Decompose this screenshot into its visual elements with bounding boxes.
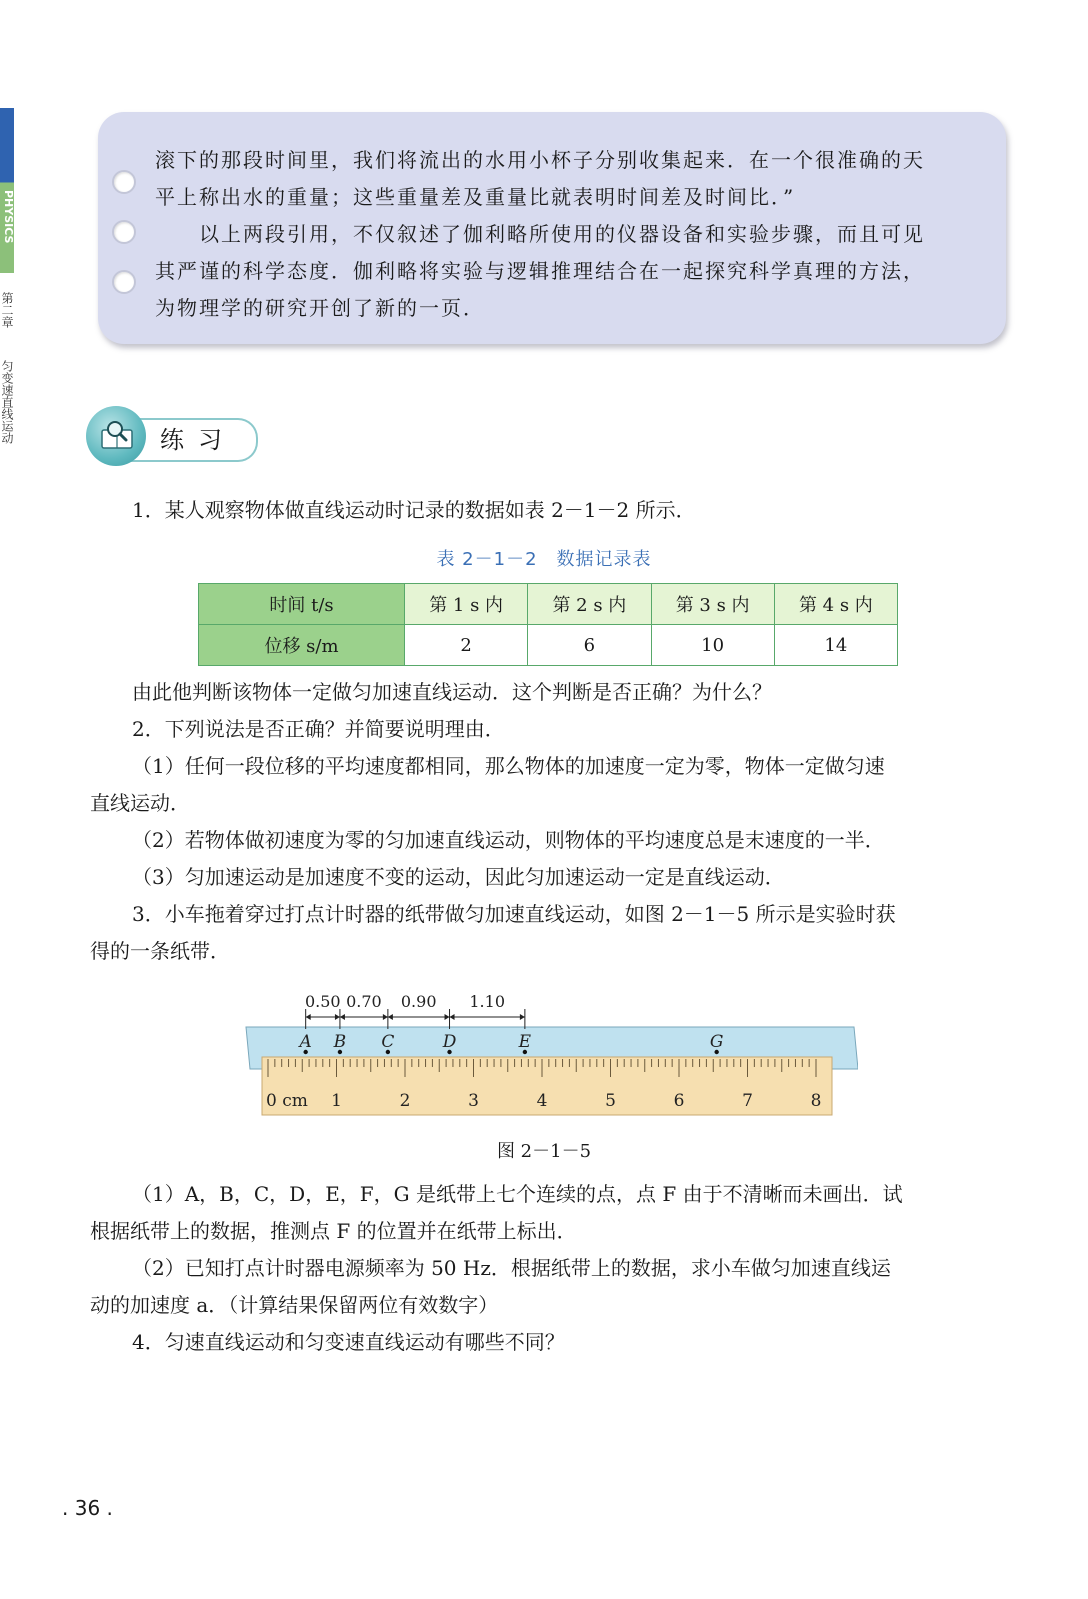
table-cell: 第 3 s 内 — [651, 584, 774, 625]
ruler-label: 3 — [468, 1091, 479, 1111]
table-caption: 表 2－1－2 数据记录表 — [436, 549, 652, 570]
table-cell: 第 4 s 内 — [774, 584, 897, 625]
arrow-head-icon — [335, 1014, 340, 1020]
tape-point-label: A — [299, 1032, 312, 1052]
arrow-head-icon — [340, 1014, 345, 1020]
table-cell: 14 — [774, 625, 897, 666]
arrow-head-icon — [450, 1014, 455, 1020]
ticker-tape-figure — [236, 985, 858, 1117]
question-text: （1）任何一段位移的平均速度都相同，那么物体的加速度一定为零，物体一定做匀速 — [132, 754, 885, 778]
ruler-label: 0 cm — [266, 1091, 308, 1111]
question-block — [90, 1176, 1010, 1361]
table-cell: 第 2 s 内 — [528, 584, 651, 625]
tape-point-label: E — [518, 1032, 532, 1052]
spacing-label: 0.70 — [346, 992, 382, 1011]
quote-line: 平上称出水的重量；这些重量差及重量比就表明时间差及时间比．” — [155, 185, 796, 209]
question-block — [90, 674, 1010, 970]
ruler-label: 2 — [399, 1091, 411, 1111]
chapter-number: 第二章 — [0, 292, 14, 328]
arrow-head-icon — [445, 1014, 450, 1020]
tape-point-label: C — [381, 1032, 395, 1052]
exercise-badge — [86, 406, 266, 466]
question-text: 直线运动． — [90, 791, 190, 815]
question-text: （1）A，B，C，D，E，F，G 是纸带上七个连续的点，点 F 由于不清晰而未画出．试 — [132, 1182, 903, 1206]
question-text: 4．匀速直线运动和匀变速直线运动有哪些不同？ — [132, 1330, 565, 1354]
series-label: PHYSICS — [2, 190, 15, 244]
question-1 — [90, 492, 1010, 529]
exercise-label: 练习 — [160, 426, 236, 454]
table-cell: 10 — [651, 625, 774, 666]
question-text: 由此他判断该物体一定做匀加速直线运动．这个判断是否正确？为什么？ — [132, 680, 772, 704]
ruler-label: 5 — [605, 1091, 616, 1111]
table-cell: 2 — [405, 625, 528, 666]
figure-caption: 图 2－1－5 — [496, 1141, 592, 1162]
spacing-label: 1.10 — [469, 992, 506, 1011]
table-header-cell: 位移 s/m — [199, 625, 405, 666]
ruler-label: 4 — [536, 1091, 548, 1111]
binder-ring-icon — [112, 170, 136, 194]
arrow-head-icon — [388, 1014, 393, 1020]
tape-point-label: B — [333, 1032, 347, 1052]
question-text: 2．下列说法是否正确？并简要说明理由． — [132, 717, 505, 741]
page-number: . 36 . — [62, 1496, 113, 1520]
chapter-title: 匀变速直线运动 — [0, 360, 14, 444]
ruler-label: 1 — [331, 1091, 342, 1111]
tape-point-label: G — [709, 1032, 724, 1052]
arrow-head-icon — [306, 1014, 311, 1020]
quote-line: 为物理学的研究开创了新的一页． — [155, 296, 485, 320]
question-text: 根据纸带上的数据，推测点 F 的位置并在纸带上标出． — [90, 1219, 577, 1243]
table-header-cell: 时间 t/s — [199, 584, 405, 625]
question-text: 动的加速度 a．（计算结果保留两位有效数字） — [90, 1293, 499, 1317]
table-cell: 第 1 s 内 — [405, 584, 528, 625]
question-text: 1．某人观察物体做直线运动时记录的数据如表 2－1－2 所示． — [132, 498, 696, 522]
quote-line: 滚下的那段时间里，我们将流出的水用小杯子分别收集起来．在一个很准确的天 — [155, 148, 925, 172]
data-table — [198, 583, 898, 666]
question-text: 3．小车拖着穿过打点计时器的纸带做匀加速直线运动，如图 2－1－5 所示是实验时获 — [132, 902, 896, 926]
table-cell: 6 — [528, 625, 651, 666]
question-text: （3）匀加速运动是加速度不变的运动，因此匀加速运动一定是直线运动． — [132, 865, 785, 889]
arrow-head-icon — [383, 1014, 388, 1020]
question-text: 得的一条纸带． — [90, 939, 230, 963]
question-text: （2）若物体做初速度为零的匀加速直线运动，则物体的平均速度总是末速度的一半． — [132, 828, 885, 852]
magnifier-book-icon — [100, 418, 134, 452]
arrow-head-icon — [520, 1014, 525, 1020]
ruler-label: 7 — [742, 1091, 753, 1111]
binder-ring-icon — [112, 270, 136, 294]
ruler-label: 6 — [673, 1091, 685, 1111]
question-text: （2）已知打点计时器电源频率为 50 Hz．根据纸带上的数据，求小车做匀加速直线运 — [132, 1256, 891, 1280]
ruler-label: 8 — [810, 1091, 822, 1111]
spacing-label: 0.50 — [304, 992, 341, 1011]
spacing-label: 0.90 — [400, 992, 437, 1011]
binder-ring-icon — [112, 220, 136, 244]
quote-line: 以上两段引用，不仅叙述了伽利略所使用的仪器设备和实验步骤，而且可见 — [199, 222, 925, 246]
quote-line: 其严谨的科学态度．伽利略将实验与逻辑推理结合在一起探究科学真理的方法， — [155, 259, 925, 283]
tape-point-label: D — [442, 1032, 457, 1052]
quote-text — [155, 142, 985, 327]
table-row — [199, 584, 898, 625]
table-row — [199, 625, 898, 666]
